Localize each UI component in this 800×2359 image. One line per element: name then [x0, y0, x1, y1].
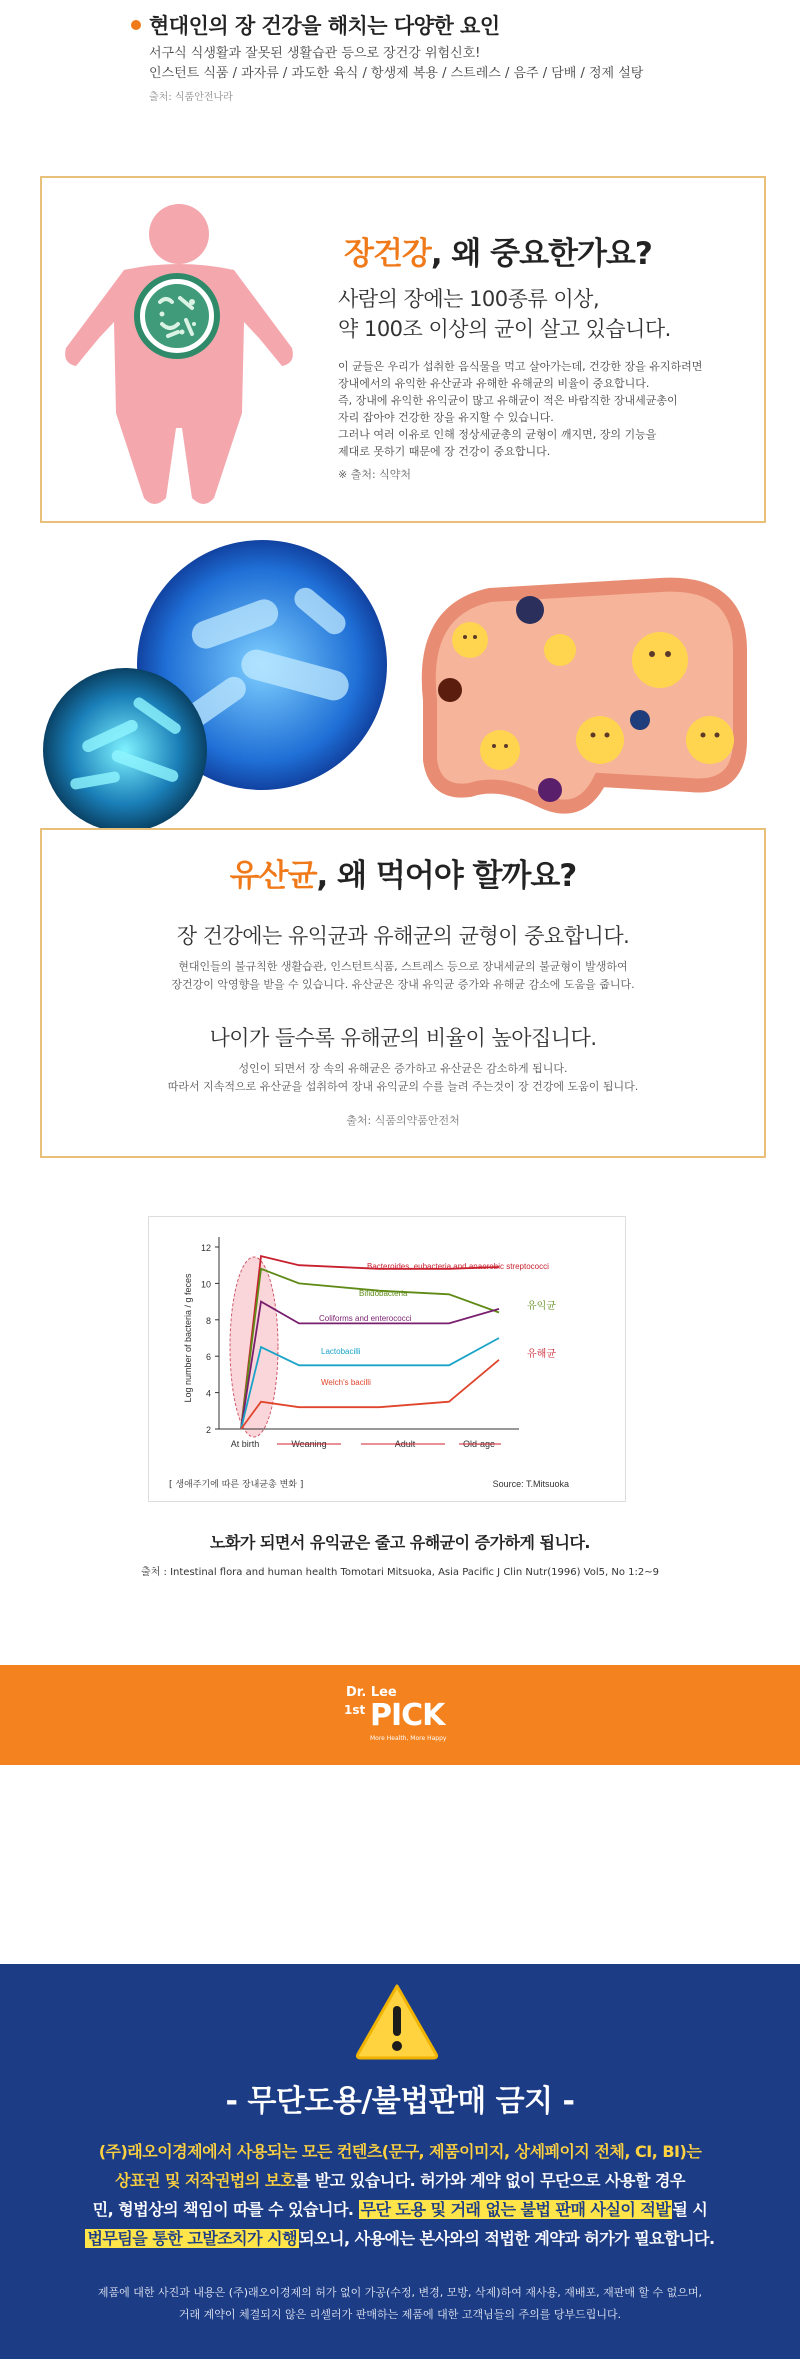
box2-subheading-1: 장 건강에는 유익균과 유해균의 균형이 중요합니다. [176, 924, 630, 948]
section-description [149, 44, 643, 84]
beneficial-group-label: 유익균 [527, 1301, 556, 1312]
harmful-group-label: 유해균 [527, 1349, 556, 1360]
chart-source: 출처 : Intestinal flora and human health Tomotari Mitsuoka, Asia Pacific J Clin Nutr(1996) Vol5, No 1:2~9 [141, 1567, 659, 1578]
series-label: Bifidobacteria [359, 1289, 408, 1298]
copyright-warning-section [0, 1964, 800, 2359]
box1-subheading: 사람의 장에는 100종류 이상, 약 100조 이상의 균이 살고 있습니다. [338, 287, 671, 341]
gut-health-importance-box [40, 176, 766, 523]
y-tick-label: 8 [205, 1315, 211, 1326]
warning-triangle-icon [354, 1982, 440, 2060]
y-tick-label: 10 [200, 1279, 211, 1290]
box2-subheading-2: 나이가 들수록 유해균의 비율이 높아집니다. [209, 1026, 597, 1050]
x-stage-label: At birth [230, 1439, 260, 1449]
box2-heading: 유산균, 왜 먹어야 할까요? [229, 858, 577, 894]
x-stage-label: Adult [394, 1439, 416, 1449]
series-label: Lactobacilli [321, 1347, 361, 1356]
y-axis-label: Log number of bacteria / g feces [183, 1273, 193, 1403]
brand-banner [0, 1665, 800, 1765]
chart-caption: 노화가 되면서 유익균은 줄고 유해균이 증가하게 됩니다. [210, 1533, 590, 1552]
desc-line: 서구식 식생활과 잘못된 생활습관 등으로 장건강 위험신호! [149, 46, 481, 61]
bacteria-lifecycle-chart [148, 1216, 626, 1502]
chart-svg [149, 1217, 627, 1503]
box1-paragraph: 이 균들은 우리가 섭취한 음식물을 먹고 살아가는데, 건강한 장을 유지하려면 장내에서의 유익한 유산균과 유해한 유해균의 비율이 중요합니다. 즉, 장내에 유익한 유익균이 많고 유해균이 적은 바람직한 장내세균총이 자리 잡아야 건강한 장을 유지할 수 있습니다. 그러나 여러 이유로 인해 정상세균총의 균형이 깨지면, 장의 기능을 제대로 못하기 때문에 장 건강이 중요합니다. [338, 360, 703, 458]
box1-heading: 장건강, 왜 중요한가요? [344, 236, 652, 272]
box2-paragraph-2: 성인이 되면서 장 속의 유해균은 증가하고 유산균은 감소하게 됩니다. 따라서 지속적으로 유산균을 섭취하여 장내 유익균의 수를 늘려 주는것이 장 건강에 도움이 됩니다. [167, 1062, 639, 1093]
series-line [241, 1256, 499, 1429]
y-tick-label: 2 [205, 1425, 211, 1435]
series-label: Coliforms and enterococci [319, 1314, 412, 1323]
box2-paragraph-1: 현대인들의 불규칙한 생활습관, 인스턴트식품, 스트레스 등으로 장내세균의 불균형이 발생하여 장건강이 악영향을 받을 수 있습니다. 유산균은 장내 유익균 증가와 유해균 감소에 도움을 줍니다. [171, 960, 635, 991]
brand-logo: Dr. Lee 1st PICK More Health, More Happy [344, 1685, 447, 1742]
desc-line: 인스턴트 식품 / 과자류 / 과도한 육식 / 항생제 복용 / 스트레스 / 음주 / 담배 / 정제 설탕 [149, 66, 644, 81]
probiotics-why-box [40, 828, 766, 1158]
warning-footnote: 제품에 대한 사진과 내용은 (주)래오이경제의 허가 없이 가공(수정, 변경, 모방, 삭제)하여 재사용, 재배포, 재판매 할 수 없으며, 거래 계약이 체결되지 않은 리셀러가 판매하는 제품에 대한 고객님들의 주의를 당부드립니다. [97, 2286, 703, 2321]
x-stage-label: Weaning [291, 1439, 327, 1449]
y-tick-label: 12 [200, 1243, 211, 1253]
human-body-illustration [64, 198, 294, 508]
series-line [241, 1360, 499, 1429]
bacteria-intestine-illustration [40, 540, 766, 830]
source-note: 출처: 식품안전나라 [149, 92, 233, 103]
warning-title: - 무단도용/불법판매 금지 - [225, 2084, 575, 2119]
x-stage-label: Old-age [462, 1439, 496, 1449]
y-tick-label: 4 [205, 1388, 211, 1399]
y-tick-label: 6 [205, 1352, 211, 1363]
intestinal-risk-section [0, 0, 800, 140]
series-label: Bacteroides, eubacteria and anaerobic streptococci [367, 1262, 549, 1271]
intestine-shape [429, 585, 740, 807]
bacteria-circle-small [43, 668, 207, 830]
warning-body: (주)래오이경제에서 사용되는 모든 컨텐츠(문구, 제품이미지, 상세페이지 전체, CI, BI)는 상표권 및 저작권법의 보호를 받고 있습니다. 허가와 계약 없이 무단으로 사용할 경우 민, 형법상의 책임이 따를 수 있습니다. 무단 도용 및 거래 없는 불법 판매 사실이 적발 될 시 법무팀을 통한 고발조치가 시행 되오니, 사용에는 본사와의 적법한 계약과 허가가 필요합니다. [87, 2142, 715, 2248]
section-title: 현대인의 장 건강을 해치는 다양한 요인 [149, 14, 500, 38]
source-note: 출처: 식품의약품안전처 [346, 1114, 460, 1127]
chart-footer-right: Source: T.Mitsuoka [492, 1479, 569, 1489]
chart-footer-left: [ 생애주기에 따른 장내균총 변화 ] [169, 1480, 304, 1490]
source-note: ※ 출처: 식약처 [338, 468, 412, 481]
series-label: Welch's bacilli [321, 1378, 371, 1387]
